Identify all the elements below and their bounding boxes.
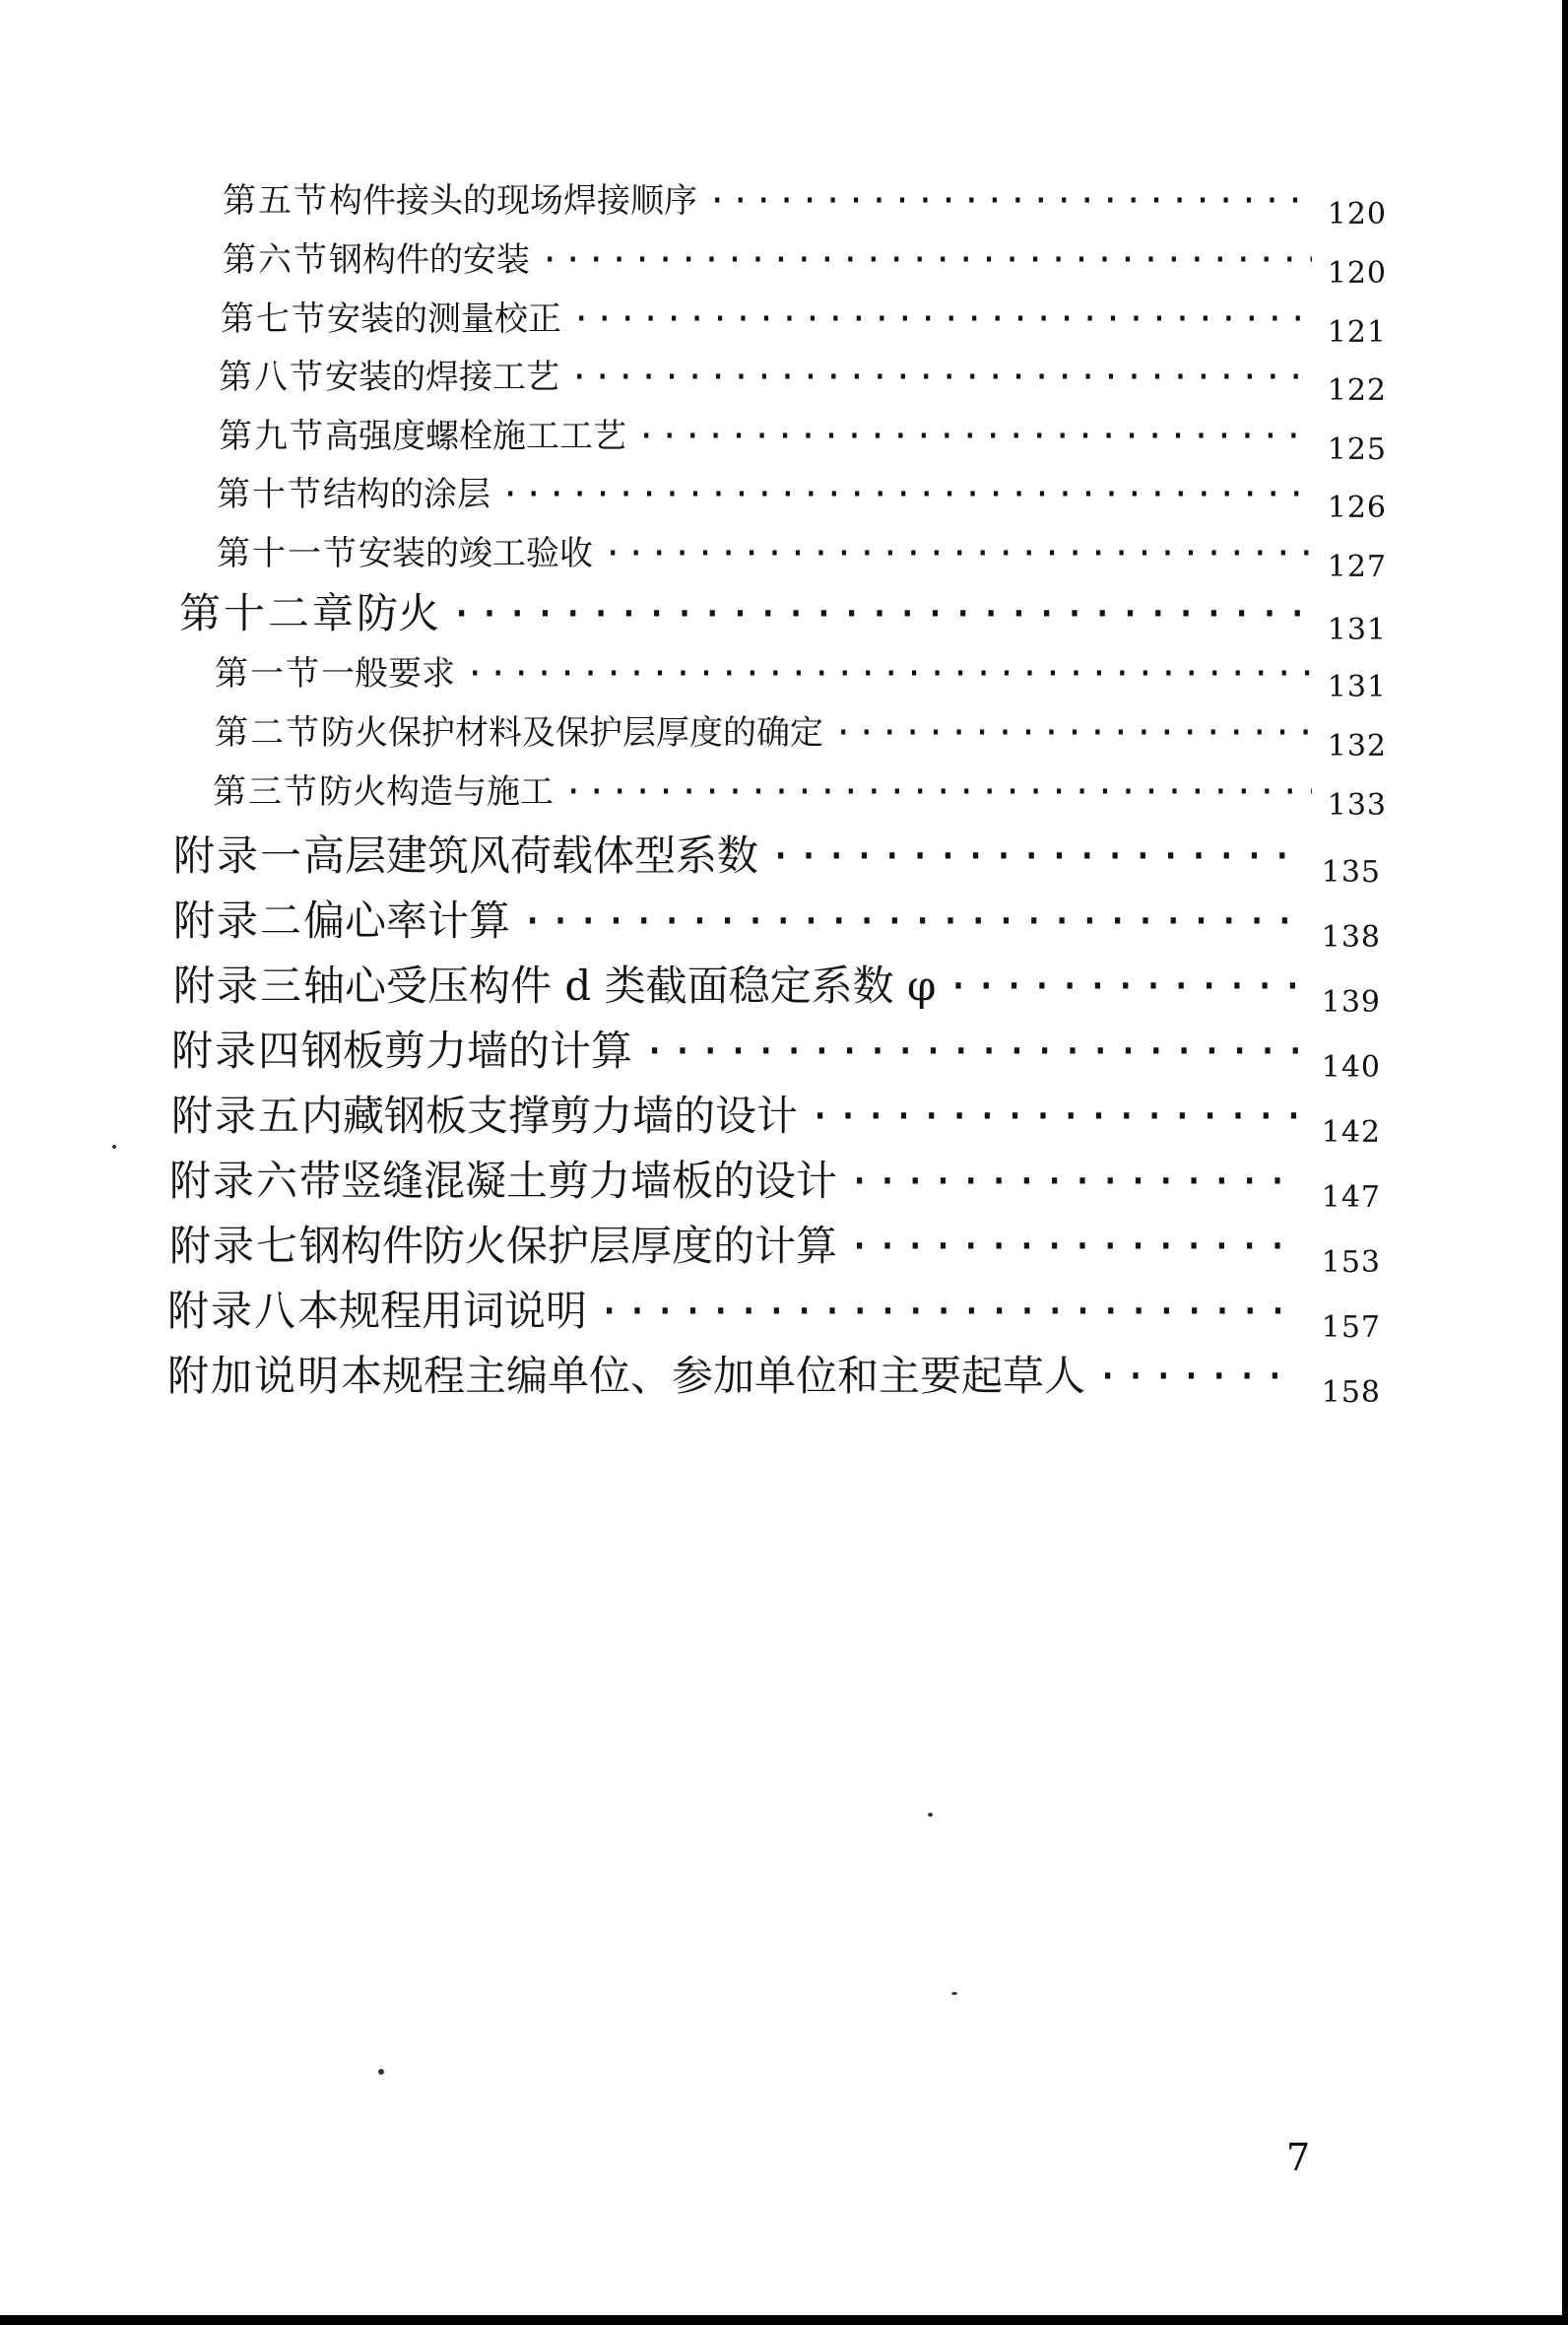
- appendix-title: 偏心率计算: [303, 897, 511, 945]
- section-title: 构件接头的现场焊接顺序: [329, 181, 697, 221]
- leader-dots: [833, 716, 1312, 750]
- page-ref: 142: [1321, 1115, 1381, 1150]
- scan-edge-right: [1562, 0, 1568, 2325]
- page-ref: 139: [1321, 985, 1381, 1020]
- section-title: 防火保护材料及保护层厚度的确定: [321, 713, 823, 753]
- page-ref: 131: [1327, 613, 1387, 647]
- page-ref: 138: [1321, 920, 1381, 955]
- section-title: 高强度螺栓施工工艺: [325, 417, 626, 456]
- section-number: 第六节: [223, 240, 329, 280]
- appendix-title: 本规程用词说明: [297, 1287, 588, 1335]
- section-title: 安装的竣工验收: [359, 534, 593, 573]
- section-number: 第七节: [221, 299, 327, 339]
- leader-dots: [569, 361, 1312, 394]
- toc-section-entry: [219, 409, 1387, 467]
- section-number: 第十节: [217, 475, 323, 514]
- leader-dots: [642, 1030, 1300, 1072]
- section-number: 第八节: [219, 358, 325, 397]
- page-ref: 153: [1321, 1245, 1381, 1280]
- leader-dots: [520, 900, 1300, 942]
- toc-section-entry: [223, 232, 1387, 291]
- toc-appendix-entry: [173, 889, 1381, 955]
- section-title: 防火构造与施工: [319, 772, 554, 812]
- appendix-number: 附录一: [173, 831, 304, 880]
- section-number: 第九节: [219, 417, 325, 456]
- section-title: 安装的测量校正: [327, 299, 561, 339]
- leader-dots: [768, 835, 1300, 877]
- page-ref: 121: [1327, 315, 1387, 350]
- leader-dots: [449, 593, 1312, 634]
- page-ref: 133: [1327, 788, 1387, 823]
- toc-section-entry: [221, 292, 1387, 350]
- page-ref: 135: [1321, 855, 1381, 890]
- toc-appendix-entry: [169, 1149, 1381, 1215]
- leader-dots: [540, 243, 1312, 277]
- leader-dots: [808, 1096, 1300, 1137]
- page-ref: 125: [1327, 432, 1387, 467]
- page-ref: 127: [1327, 550, 1387, 584]
- page-ref: 147: [1321, 1180, 1381, 1215]
- page-ref: 131: [1327, 670, 1387, 704]
- toc-section-entry: [213, 764, 1387, 823]
- appendix-title: 钢构件防火保护层厚度的计算: [299, 1222, 838, 1270]
- toc-appendix-entry: [173, 824, 1381, 890]
- toc-chapter-entry: [179, 581, 1387, 647]
- leader-dots: [571, 302, 1312, 336]
- appendix-number: 附录二: [173, 897, 304, 945]
- leader-dots: [597, 1291, 1300, 1332]
- section-number: 第三节: [213, 772, 319, 812]
- section-number: 第一节: [215, 654, 321, 694]
- toc-section-entry: [215, 646, 1387, 704]
- toc-appendix-entry: [167, 1344, 1381, 1410]
- leader-dots: [500, 478, 1312, 511]
- scan-speck: [951, 1992, 957, 1995]
- toc-appendix-entry: [167, 1279, 1381, 1345]
- scan-speck: [378, 2069, 384, 2075]
- appendix-number: 附录七: [169, 1222, 300, 1270]
- section-title: 安装的焊接工艺: [325, 358, 559, 397]
- leader-dots: [707, 184, 1312, 218]
- appendix-title: 本规程主编单位、参加单位和主要起草人: [341, 1352, 1086, 1400]
- section-title: 钢构件的安装: [329, 240, 530, 280]
- page-ref: 132: [1327, 729, 1387, 764]
- page-ref: 140: [1321, 1050, 1381, 1085]
- toc-appendix-entry: [171, 1019, 1381, 1085]
- toc-section-entry: [217, 526, 1387, 584]
- toc-section-entry: [223, 173, 1387, 232]
- leader-dots: [847, 1226, 1300, 1267]
- toc-section-entry: [217, 467, 1387, 525]
- appendix-number: 附录六: [169, 1157, 300, 1205]
- appendix-title: 钢板剪力墙的计算: [301, 1027, 633, 1075]
- page-ref: 157: [1321, 1310, 1381, 1345]
- leader-dots: [465, 657, 1312, 691]
- appendix-title: 轴心受压构件 d 类截面稳定系数 φ: [303, 962, 937, 1010]
- section-number: 第十一节: [217, 534, 359, 573]
- leader-dots: [847, 1161, 1300, 1202]
- page-ref: 122: [1327, 373, 1387, 408]
- page-number: 7: [1286, 2136, 1311, 2179]
- appendix-title: 内藏钢板支撑剪力墙的设计: [301, 1092, 799, 1140]
- toc-appendix-entry: [169, 1214, 1381, 1280]
- leader-dots: [946, 965, 1299, 1007]
- chapter-title: 防火: [357, 589, 440, 637]
- toc-appendix-entry: [171, 1084, 1381, 1150]
- toc-section-entry: [219, 350, 1387, 408]
- section-number: 第五节: [223, 181, 329, 221]
- appendix-number: 附加说明: [167, 1352, 342, 1400]
- appendix-title: 高层建筑风荷载体型系数: [303, 831, 759, 880]
- page-ref: 158: [1321, 1375, 1381, 1410]
- appendix-number: 附录三: [173, 962, 304, 1010]
- leader-dots: [636, 420, 1312, 453]
- leader-dots: [1095, 1356, 1300, 1397]
- scan-speck: [928, 1813, 933, 1817]
- scan-edge-bottom: [0, 2315, 1568, 2325]
- toc-section-entry: [215, 705, 1387, 764]
- section-title: 一般要求: [321, 654, 455, 694]
- chapter-number: 第十二章: [179, 589, 358, 637]
- page-ref: 120: [1327, 256, 1387, 291]
- section-title: 结构的涂层: [323, 475, 490, 514]
- appendix-number: 附录八: [167, 1287, 298, 1335]
- section-number: 第二节: [215, 713, 321, 753]
- appendix-number: 附录四: [171, 1027, 302, 1075]
- scan-speck: [112, 1145, 116, 1149]
- toc-appendix-entry: [173, 954, 1381, 1020]
- leader-dots: [603, 537, 1312, 570]
- appendix-title: 带竖缝混凝土剪力墙板的设计: [299, 1157, 838, 1205]
- page-ref: 120: [1327, 197, 1387, 232]
- page-ref: 126: [1327, 491, 1387, 525]
- leader-dots: [563, 775, 1312, 809]
- appendix-number: 附录五: [171, 1092, 302, 1140]
